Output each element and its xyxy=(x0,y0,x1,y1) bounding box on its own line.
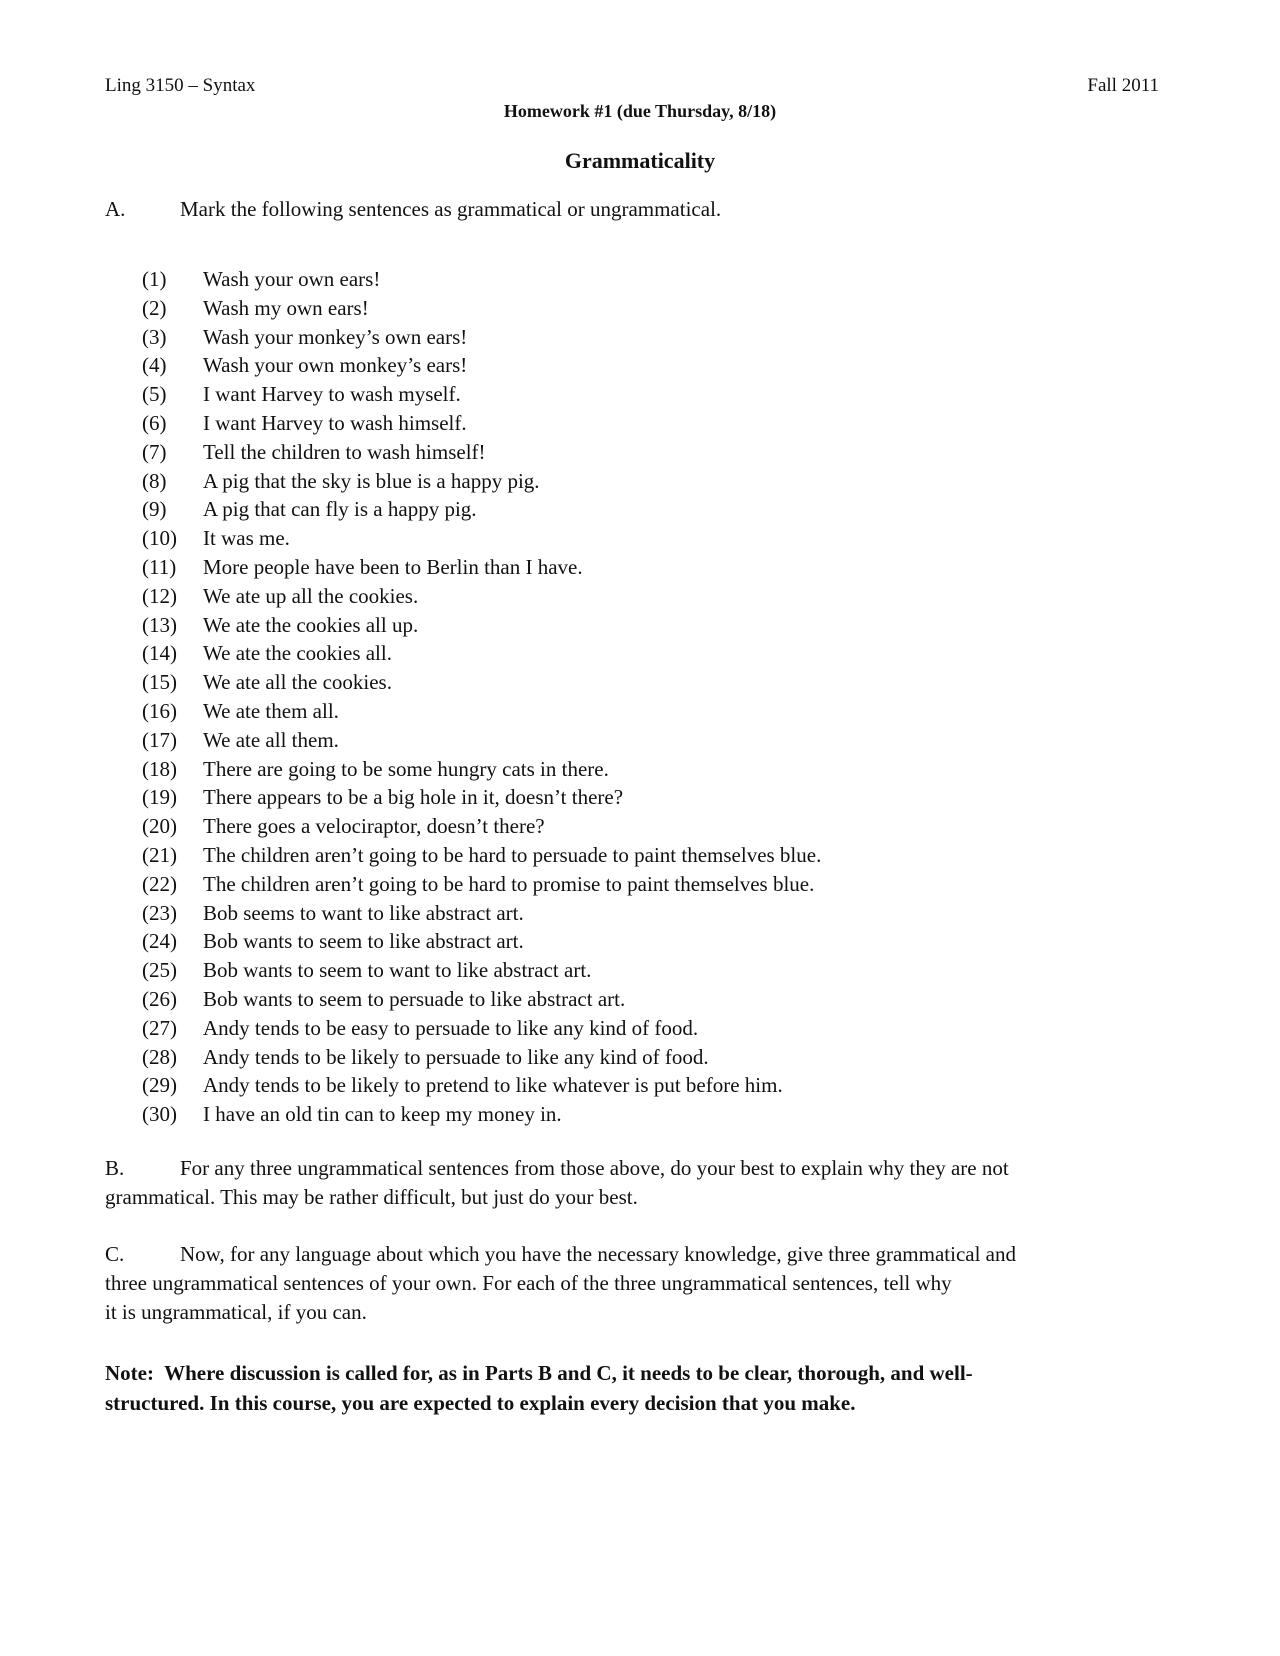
item-number: (16) xyxy=(142,698,177,723)
item-number: (20) xyxy=(142,814,177,839)
item-text: A pig that the sky is blue is a happy pig. xyxy=(203,468,540,493)
item-text: Andy tends to be likely to pretend to like whatever is put before him. xyxy=(203,1073,783,1098)
item-number: (23) xyxy=(142,900,177,925)
item-text: The children aren’t going to be hard to persuade to paint themselves blue. xyxy=(203,842,822,867)
list-item xyxy=(142,783,821,812)
list-item xyxy=(142,755,821,784)
item-number: (1) xyxy=(142,267,167,291)
list-item xyxy=(142,553,821,582)
note-line2: structured. In this course, you are expected to explain every decision that you make. xyxy=(105,1391,856,1415)
item-number: (26) xyxy=(142,986,177,1011)
item-number: (27) xyxy=(142,1015,177,1040)
list-item xyxy=(142,524,821,553)
item-number: (6) xyxy=(142,410,167,435)
item-text: There are going to be some hungry cats in there. xyxy=(203,756,609,781)
item-number: (7) xyxy=(142,439,167,464)
item-text: I want Harvey to wash himself. xyxy=(203,410,467,435)
list-item xyxy=(142,726,821,755)
item-text: Bob seems to want to like abstract art. xyxy=(203,900,524,925)
item-text: We ate the cookies all. xyxy=(203,641,392,666)
item-number: (9) xyxy=(142,497,167,522)
section-a-letter: A. xyxy=(105,197,126,221)
item-text: We ate up all the cookies. xyxy=(203,583,419,608)
list-item xyxy=(142,265,821,294)
item-number: (2) xyxy=(142,295,167,320)
item-number: (15) xyxy=(142,670,177,695)
homework-title: Homework #1 (due Thursday, 8/18) xyxy=(503,101,777,121)
list-item xyxy=(142,639,821,668)
list-item xyxy=(142,323,821,352)
item-text: We ate all them. xyxy=(203,727,339,752)
item-number: (29) xyxy=(142,1073,177,1098)
item-text: I want Harvey to wash myself. xyxy=(203,382,461,407)
list-item xyxy=(142,985,821,1014)
note xyxy=(105,1358,1185,1418)
item-number: (24) xyxy=(142,929,177,954)
item-number: (5) xyxy=(142,382,167,407)
item-text: Wash your monkey’s own ears! xyxy=(203,324,468,349)
list-item xyxy=(142,841,821,870)
page-title: Grammaticality xyxy=(564,148,716,173)
item-number: (4) xyxy=(142,353,167,378)
list-item xyxy=(142,697,821,726)
list-item xyxy=(142,1071,821,1100)
item-text: It was me. xyxy=(203,526,290,551)
item-number: (3) xyxy=(142,324,167,349)
item-number: (10) xyxy=(142,526,177,551)
list-item xyxy=(142,611,821,640)
item-number: (19) xyxy=(142,785,177,810)
course-name: Ling 3150 – Syntax xyxy=(105,75,256,96)
list-item xyxy=(142,409,821,438)
list-item xyxy=(142,294,821,323)
item-text: We ate them all. xyxy=(203,698,339,723)
item-text: I have an old tin can to keep my money in. xyxy=(203,1102,562,1127)
item-number: (12) xyxy=(142,583,177,608)
list-item xyxy=(142,1100,821,1129)
list-item xyxy=(142,927,821,956)
item-text: We ate all the cookies. xyxy=(203,670,392,695)
list-item xyxy=(142,582,821,611)
item-number: (17) xyxy=(142,727,177,752)
item-text: Bob wants to seem to want to like abstract art. xyxy=(203,958,592,983)
item-number: (13) xyxy=(142,612,177,637)
sentence-list xyxy=(142,265,821,1129)
list-item xyxy=(142,1043,821,1072)
item-text: Tell the children to wash himself! xyxy=(203,439,486,464)
section-a-heading xyxy=(105,195,721,224)
section-c xyxy=(105,1240,1185,1327)
item-text: Andy tends to be easy to persuade to like any kind of food. xyxy=(203,1015,699,1040)
item-text: There goes a velociraptor, doesn’t there? xyxy=(203,814,545,839)
item-text: We ate the cookies all up. xyxy=(203,612,419,637)
section-b xyxy=(105,1154,1185,1212)
item-text: Bob wants to seem to like abstract art. xyxy=(203,929,524,954)
item-text: Wash your own ears! xyxy=(203,267,381,291)
section-c-letter: C. xyxy=(105,1242,125,1266)
item-number: (8) xyxy=(142,468,167,493)
item-text: Wash your own monkey’s ears! xyxy=(203,353,468,378)
item-text: Andy tends to be likely to persuade to like any kind of food. xyxy=(203,1044,709,1069)
item-number: (14) xyxy=(142,641,177,666)
item-number: (22) xyxy=(142,871,177,896)
list-item xyxy=(142,956,821,985)
list-item xyxy=(142,380,821,409)
term: Fall 2011 xyxy=(1087,75,1159,96)
item-number: (25) xyxy=(142,958,177,983)
section-a-instruction: Mark the following sentences as grammatical or ungrammatical. xyxy=(180,197,722,221)
section-b-text-line2: grammatical. This may be rather difficult, but just do your best. xyxy=(105,1185,638,1209)
item-number: (30) xyxy=(142,1102,177,1127)
item-text: A pig that can fly is a happy pig. xyxy=(203,497,477,522)
section-c-text-line3: it is ungrammatical, if you can. xyxy=(105,1300,367,1324)
item-number: (18) xyxy=(142,756,177,781)
item-text: Wash my own ears! xyxy=(203,295,369,320)
item-text: The children aren’t going to be hard to promise to paint themselves blue. xyxy=(203,871,815,896)
section-c-text-line1: Now, for any language about which you have the necessary knowledge, give three grammatical and xyxy=(180,1242,1017,1266)
list-item xyxy=(142,899,821,928)
section-c-text-line2: three ungrammatical sentences of your own. For each of the three ungrammatical sentences, tell why xyxy=(105,1271,952,1295)
list-item xyxy=(142,351,821,380)
list-item xyxy=(142,495,821,524)
list-item xyxy=(142,1014,821,1043)
item-text: Bob wants to seem to persuade to like abstract art. xyxy=(203,986,626,1011)
list-item xyxy=(142,438,821,467)
note-line1: Note: Where discussion is called for, as in Parts B and C, it needs to be clear, thorough, and well- xyxy=(105,1361,973,1385)
section-b-letter: B. xyxy=(105,1156,125,1180)
list-item xyxy=(142,812,821,841)
item-number: (11) xyxy=(142,554,177,579)
item-number: (28) xyxy=(142,1044,177,1069)
list-item xyxy=(142,467,821,496)
list-item xyxy=(142,668,821,697)
item-number: (21) xyxy=(142,842,177,867)
list-item xyxy=(142,870,821,899)
section-b-text-line1: For any three ungrammatical sentences from those above, do your best to explain why they are not xyxy=(180,1156,1009,1180)
item-text: There appears to be a big hole in it, doesn’t there? xyxy=(203,785,624,810)
item-text: More people have been to Berlin than I have. xyxy=(203,554,583,579)
